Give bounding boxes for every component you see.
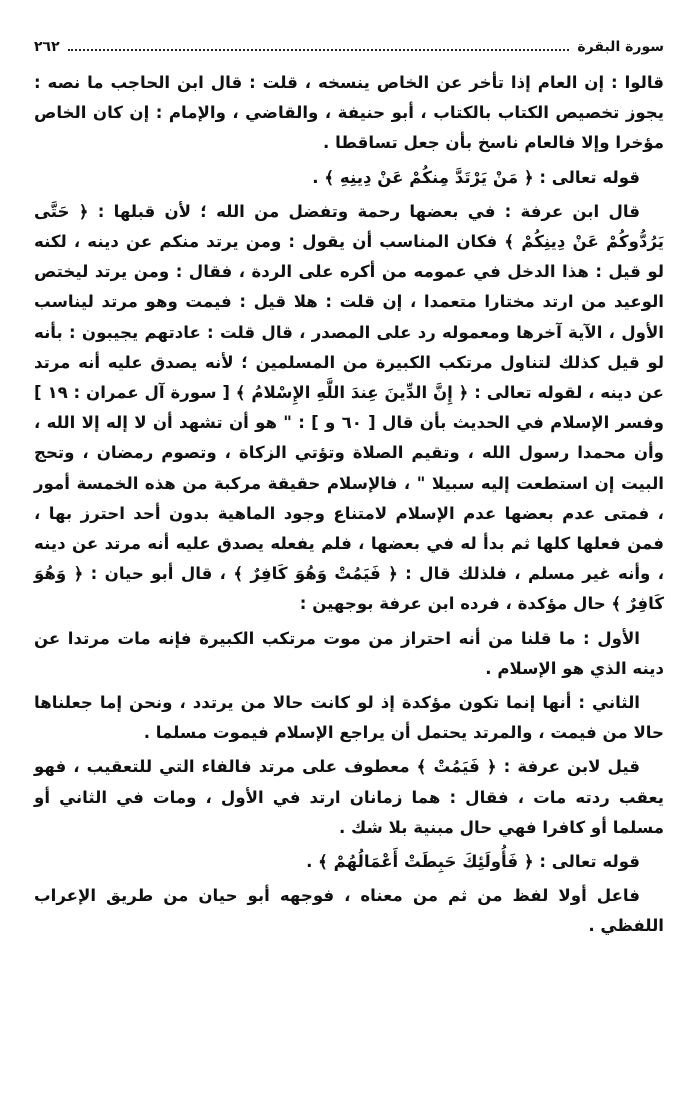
page-number: ٢٦٢: [34, 39, 60, 55]
surah-title: سورة البقرة: [577, 39, 664, 55]
header-dotted-rule: [68, 49, 570, 51]
paragraph-5: الثاني : أنها إنما تكون مؤكدة إذ لو كانت حالا من يرتدد ، ونحن إما جعلناها حالا من فيمت ، والمرتد يحتمل أن يراجع الإسلام فيموت مسلما .: [34, 693, 664, 743]
paragraph-2: قوله تعالى : ﴿ مَنْ يَرْتَدَّ مِنكُمْ عَنْ دِينِهِ ﴾ .: [312, 167, 640, 187]
paragraph-7: قوله تعالى : ﴿ فَأُولَئِكَ حَبِطَتْ أَعْمَالُهُمْ ﴾ .: [306, 852, 640, 872]
paragraph-8: فاعل أولا لفظ من ثم من معناه ، فوجهه أبو حيان من طريق الإعراب اللفظي .: [34, 886, 664, 936]
paragraph-1: قالوا : إن العام إذا تأخر عن الخاص ينسخه ، قلت : قال ابن الحاجب ما نصه : يجوز تخصيص الكتاب بالكتاب ، أبو حنيفة ، والقاضي ، والإمام : إن كان الخاص مؤخرا وإلا فالعام ناسخ بأن جعل تساقطا .: [34, 73, 664, 153]
paragraph-6: قيل لابن عرفة : ﴿ فَيَمُتْ ﴾ معطوف على مرتد فالفاء التي للتعقيب ، فهو يعقب ردته مات ، فقال : هما زمانان ارتد في الأول ، ومات في الثاني أو مسلما أو كافرا فهي حال مبنية بلا شك .: [34, 757, 664, 837]
paragraph-3: قال ابن عرفة : في بعضها رحمة وتفضل من الله ؛ لأن قبلها : ﴿ حَتَّى يَرُدُّوكُمْ عَنْ دِينِكُمْ ﴾ فكان المناسب أن يقول : ومن يرتد منكم عن دينه ، لكنه لو قيل : هذا الدخل في عمومه من أكره على الردة ، فقال : ومن يرتد ليختص الوعيد من ارتد مختارا متعمدا ، إن قلت : هلا قيل : فيمت وهو مرتد ليناسب الأول ، الآية آخرها ومعموله رد على المصدر ، قال قلت : عادتهم يجيبون : بأنه لو قيل كذلك لتناول مرتكب الكبيرة من المسلمين ؛ لأنه يصدق عليه أنه مرتد عن دينه ، لقوله تعالى : ﴿ إِنَّ الدِّينَ عِندَ اللَّهِ الإِسْلامُ ﴾ [ سورة آل عمران : ١٩ ] وفسر الإسلام في الحديث بأن قال [ ٦٠ و ] : " هو أن تشهد أن لا إله إلا الله ، وأن محمدا رسول الله ، وتقيم الصلاة وتؤتي الزكاة ، وتصوم رمضان ، وتحج البيت إن استطعت إليه سبيلا " ، فالإسلام حقيقة مركبة من هذه الخمسة أمور ، فمتى عدم بعضها عدم الإسلام لامتناع وجود الماهية بدون أحد احترز بها ، فمن فعلها كلها ثم بدأ له في بعضها ، فلم يفعله يصدق عليه أنه مرتد عن دينه ، وأنه غير مسلم ، فلذلك قال : ﴿ فَيَمُتْ وَهُوَ كَافِرٌ ﴾ ، قال أبو حيان : ﴿ وَهُوَ كَافِرٌ ﴾ حال مؤكدة ، فرده ابن عرفة بوجهين :: [34, 201, 664, 614]
page-header: [34, 34, 664, 60]
paragraph-4: الأول : ما قلنا من أنه احتراز من موت مرتكب الكبيرة فإنه مات مرتدا عن دينه الذي هو الإسلام .: [34, 628, 664, 678]
page-body: [34, 68, 664, 1074]
